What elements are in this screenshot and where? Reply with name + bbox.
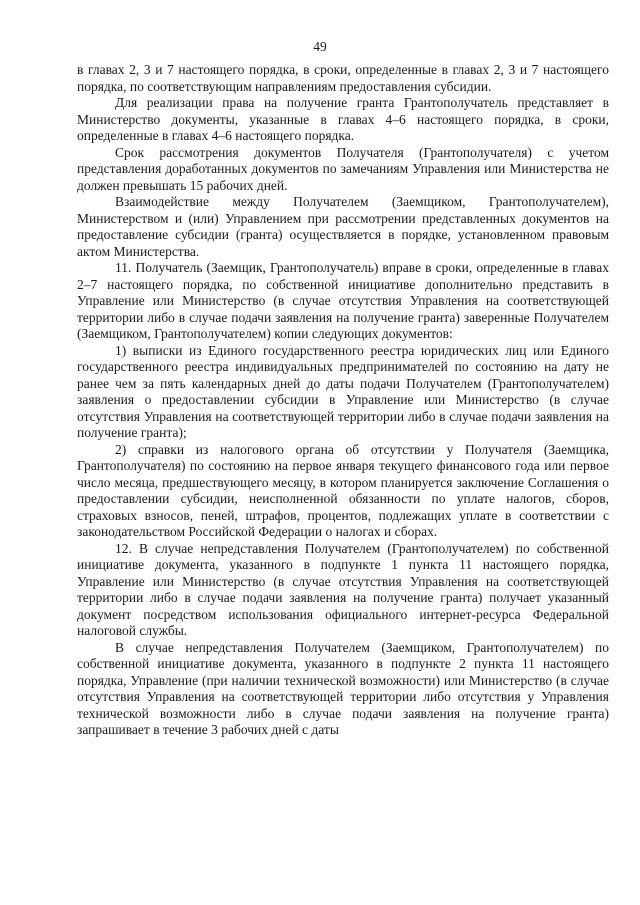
- paragraph: Для реализации права на получение гранта Грантополучатель представляет в Министерство документы, указанные в главах 4–6 настоящего порядка, в сроки, определенные в главах 4–6 настоящего порядка.: [77, 95, 609, 143]
- document-body: [77, 62, 609, 739]
- paragraph: В случае непредставления Получателем (Заемщиком, Грантополучателем) по собственной инициативе документа, указанного в подпункте 2 пункта 11 настоящего порядка, Управление (при наличии технической возможности) или Министерство (в случае отсутствия Управления на соответствующей территории либо отсутствия у Управления технической возможности либо в случае подачи заявления на получение гранта) запрашивает в течение 3 рабочих дней с даты: [77, 639, 609, 737]
- paragraph-continuation: в главах 2, 3 и 7 настоящего порядка, в сроки, определенные в главах 2, 3 и 7 настоящего порядка, по соответствующим направлениям предоставления субсидии.: [77, 62, 609, 94]
- paragraph: Срок рассмотрения документов Получателя (Грантополучателя) с учетом представления доработанных документов по замечаниям Управления или Министерства не должен превышать 15 рабочих дней.: [77, 144, 609, 193]
- page-number: 49: [313, 39, 327, 54]
- paragraph-item-12: 12. В случае непредставления Получателем (Грантополучателем) по собственной инициативе документа, указанного в подпункте 1 пункта 11 настоящего порядка, Управление или Министерство (в случае отсутствия Управления на соответствующей территории либо в случае подачи заявления на получение гранта) получает указанный документ посредством использования официального интернет-ресурса Федеральной налоговой службы.: [77, 540, 609, 638]
- paragraph-subitem-2: 2) справки из налогового органа об отсутствии у Получателя (Заемщика, Грантополучателя) по состоянию на первое января текущего финансового года или первое число месяца, предшествующего месяцу, в котором планируется заключение Соглашения о предоставлении субсидии, неисполненной обязанности по уплате налогов, сборов, страховых взносов, пеней, штрафов, процентов, подлежащих уплате в соответствии с законодательством Российской Федерации о налогах и сборах.: [77, 441, 609, 539]
- paragraph-item-11: 11. Получатель (Заемщик, Грантополучатель) вправе в сроки, определенные в главах 2–7 настоящего порядка, по собственной инициативе дополнительно представить в Управление или Министерство (в случае отсутствия Управления на соответствующей территории либо в случае подачи заявления на получение гранта) заверенные Получателем (Заемщиком, Грантополучателем) копии следующих документов:: [77, 260, 609, 341]
- paragraph-subitem-1: 1) выписки из Единого государственного реестра юридических лиц или Единого государственного реестра индивидуальных предпринимателей по состоянию на дату не ранее чем за пять календарных дней до даты подачи Получателем (Грантополучателем) заявления о предоставлении субсидии в Управление или Министерство (в случае отсутствия Управления на соответствующей территории либо в случае подачи заявления на получение гранта);: [77, 342, 609, 440]
- paragraph: Взаимодействие между Получателем (Заемщиком, Грантополучателем), Министерством и (или) Управлением при рассмотрении представленных документов на предоставление субсидии (гранта) осуществляется в порядке, установленном правовым актом Министерства.: [77, 194, 609, 259]
